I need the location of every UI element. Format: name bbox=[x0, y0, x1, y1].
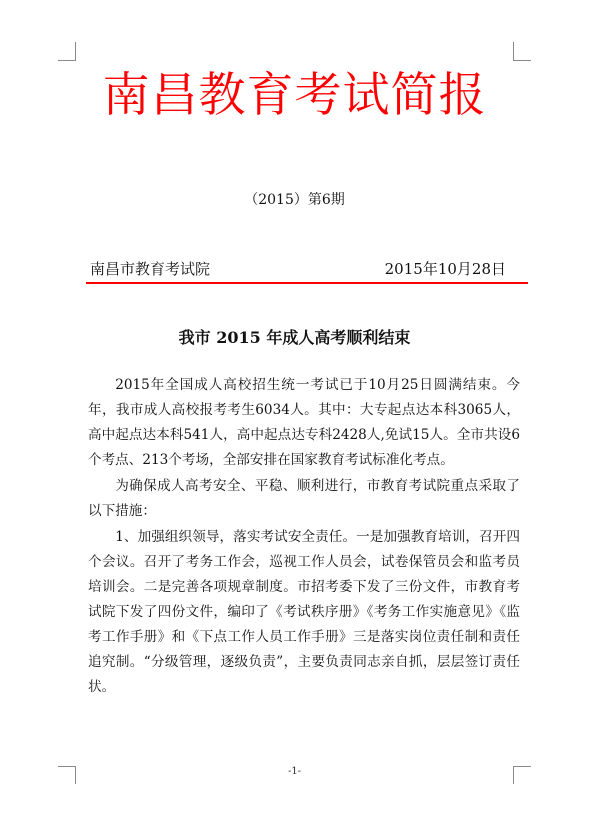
issue-date: 2015年10月28日 bbox=[384, 260, 506, 278]
paragraph-1: 2015年全国成人高校招生统一考试已于10月25日圆满结束。今年，我市成人高校报考考生6034人。其中：大专起点达本科3065人，高中起点达本科541人，高中起点达专科2428人,免试15人。全市共设6个考点、213个考场，全部安排在国家教育考试标准化考点。 bbox=[88, 377, 520, 468]
paragraph-3: 1、加强组织领导，落实考试安全责任。一是加强教育培训，召开四个会议。召开了考务工作会，巡视工作人员会，试卷保管员会和监考员培训会。二是完善各项规章制度。市招考委下发了三份文件，市教育考试院下发了四份文件，编印了《考试秩序册》《考务工作实施意见》《监考工作手册》和《下点工作人员工作手册》三是落实岗位责任制和责任追究制。“分级管理，逐级负责”，主要负责同志亲自抓，层层签订责任状。 bbox=[88, 529, 520, 695]
red-divider-line bbox=[86, 282, 528, 284]
article-title: 我市 2015 年成人高考顺利结束 bbox=[178, 328, 411, 347]
page-number: -1- bbox=[287, 766, 302, 777]
article-body bbox=[88, 373, 520, 701]
masthead-title: 南昌教育考试简报 bbox=[102, 68, 487, 123]
issue-number: （2015）第6期 bbox=[244, 192, 345, 208]
issuing-organization: 南昌市教育考试院 bbox=[90, 260, 211, 278]
paragraph-2: 为确保成人高考安全、平稳、顺利进行，市教育考试院重点采取了以下措施： bbox=[88, 478, 520, 519]
